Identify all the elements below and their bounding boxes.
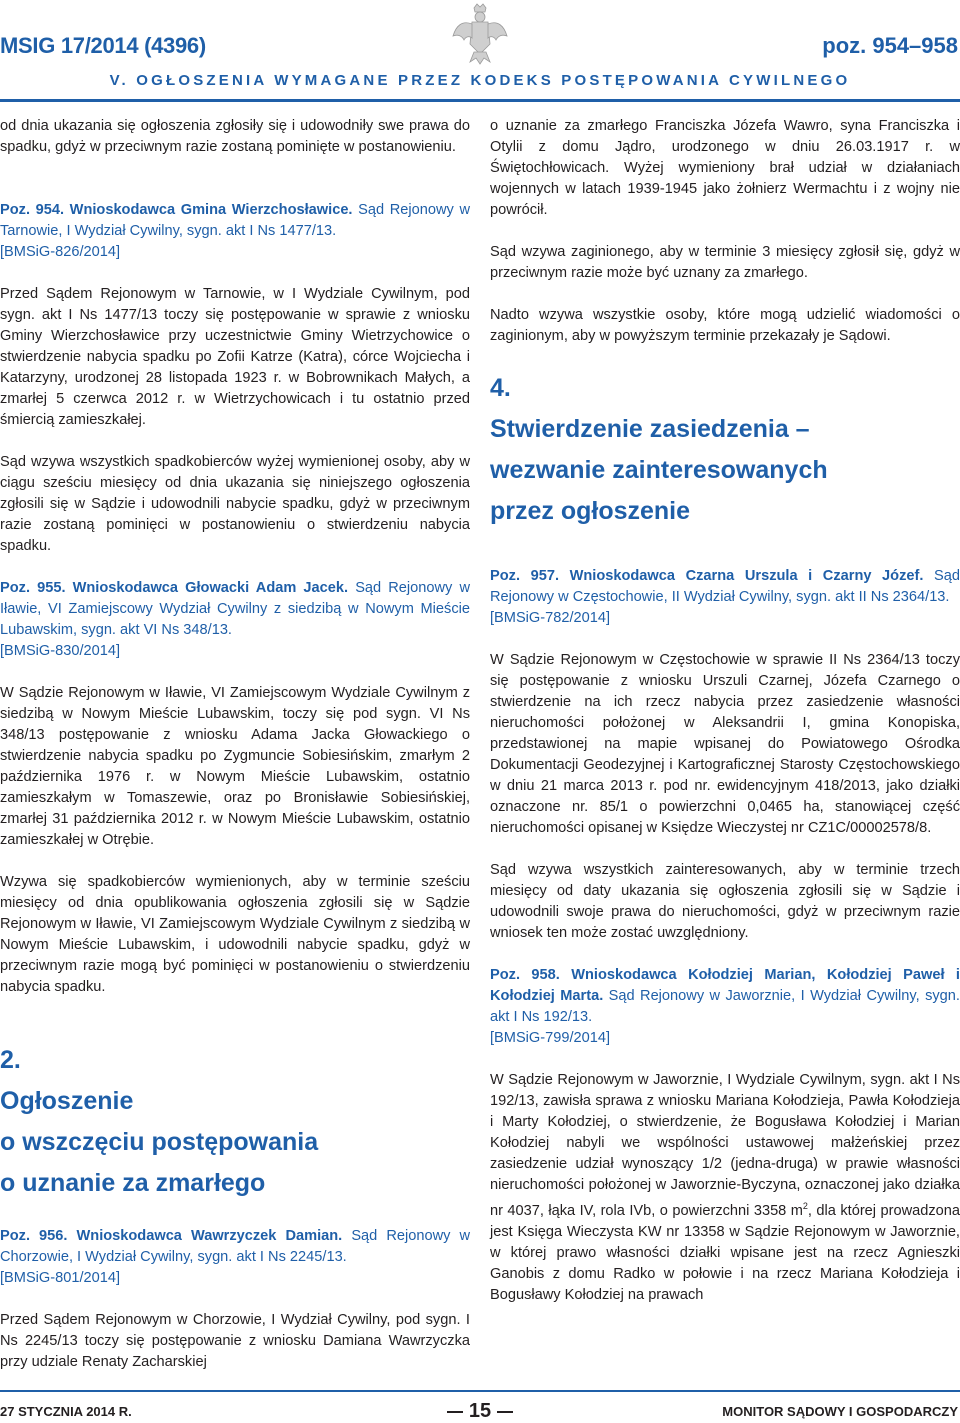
polish-eagle-icon: [450, 2, 510, 66]
position-range: poz. 954–958: [822, 33, 958, 58]
section-number: 2.: [0, 1046, 21, 1074]
section-title-line: o wszczęciu postępowania: [0, 1128, 319, 1156]
section-4-title: [490, 368, 960, 532]
notice-958: [490, 965, 960, 1028]
paragraph: [490, 1070, 960, 1306]
section-title-line: o uznanie za zmarłego: [0, 1169, 266, 1197]
paragraph-text: , dla której prowadzona jest Księga Wieczysta KW nr 13358 w Sądzie Rejonowym w Jaworznie, w której prawo własności działki wpisane jest na rzecz Agnieszki Ganobis z domu Radko w połowie i na rzecz Mariana Kołodzieja i Bogusławy Kołodziej na prawach: [490, 1202, 960, 1303]
dash-decoration: [497, 1411, 513, 1413]
court-info: Sąd Rejonowy w Częstochowie, II Wydział Cywilny, sygn. akt II Ns 2364/13.: [490, 568, 960, 605]
right-column: [490, 116, 960, 1306]
publisher-name: MONITOR SĄDOWY I GOSPODARCZY: [722, 1404, 958, 1419]
notice-954: [0, 200, 470, 242]
notice-956: [0, 1226, 470, 1268]
court-info: Sąd Rejonowy w Tarnowie, I Wydział Cywilny, sygn. akt I Ns 1477/13.: [0, 202, 470, 239]
notice-957: [490, 566, 960, 608]
footer-divider: [0, 1390, 960, 1392]
notice-heading: Poz. 954. Wnioskodawca Gmina Wierzchosławice.: [0, 202, 353, 218]
section-title-line: Stwierdzenie zasiedzenia –: [490, 415, 810, 443]
court-info: Sąd Rejonowy w Chorzowie, I Wydział Cywilny, sygn. akt I Ns 2245/13.: [0, 1228, 471, 1265]
notice-reference: [BMSiG-830/2014]: [0, 643, 121, 659]
notice-heading: Poz. 956. Wnioskodawca Wawrzyczek Damian.: [0, 1228, 343, 1244]
notice-reference: [BMSiG-782/2014]: [490, 610, 611, 626]
paragraph: od dnia ukazania się ogłoszenia zgłosiły się i udowodniły swe prawa do spadku, gdyż w przeciwnym razie zostaną pominięte w postanowieniu.: [0, 118, 470, 155]
dash-decoration: [447, 1411, 463, 1413]
section-title-line: wezwanie zainteresowanych: [490, 456, 828, 484]
section-title-line: przez ogłoszenie: [490, 497, 691, 525]
court-info: Sąd Rejonowy w Iławie, VI Zamiejscowy Wydział Cywilny z siedzibą w Nowym Mieście Lubawskim, sygn. akt VI Ns 348/13.: [0, 580, 470, 638]
notice-heading: Poz. 957. Wnioskodawca Czarna Urszula i Czarny Józef.: [490, 568, 924, 584]
publication-number: MSIG 17/2014 (4396): [0, 33, 206, 58]
court-info: Sąd Rejonowy w Jaworznie, I Wydział Cywilny, sygn. akt I Ns 192/13.: [490, 988, 960, 1025]
paragraph: Sąd wzywa wszystkich spadkobierców wyżej wymienionej osoby, aby w ciągu sześciu miesięcy od dnia ukazania się niniejszego ogłoszenia zgłosili się w Sądzie i udowodnili nabycie spadku, gdyż w przeciwnym razie zostaną pominięci w postanowieniu o stwierdzeniu nabycia spadku.: [0, 454, 470, 554]
paragraph: o uznanie za zmarłego Franciszka Józefa Wawro, syna Franciszka i Otylii z domu Jądro, urodzonego w dniu 26.03.1917 r. w Świętochłowicach. Wyżej wymieniony brał udział w działaniach wojennych w latach 1939-1945 jako żołnierz Wermachtu i z wojny nie powrócił.: [490, 118, 960, 218]
paragraph: Sąd wzywa wszystkich zainteresowanych, aby w terminie trzech miesięcy od daty ukazania się ogłoszenia zgłosili się w Sądzie i udowodnili swoje prawa do nieruchomości, gdyż w przeciwnym razie wniosek ten może zostać uwzględniony.: [490, 862, 960, 941]
paragraph: Nadto wzywa wszystkie osoby, które mogą udzielić wiadomości o zaginionym, aby w powyższym terminie przekazały je Sądowi.: [490, 307, 960, 344]
notice-reference: [BMSiG-801/2014]: [0, 1270, 121, 1286]
superscript: 2: [802, 1201, 808, 1211]
notice-reference: [BMSiG-799/2014]: [490, 1030, 611, 1046]
paragraph: Przed Sądem Rejonowym w Chorzowie, I Wydział Cywilny, pod sygn. I Ns 2245/13 toczy się postępowanie z wniosku Damiana Wawrzyczka przy udziale Renaty Zacharskiej: [0, 1312, 470, 1370]
page-number: 15: [468, 1400, 492, 1422]
notice-heading: Poz. 955. Wnioskodawca Głowacki Adam Jacek.: [0, 580, 349, 596]
page-number-block: [440, 1400, 520, 1423]
page-header: [0, 0, 960, 100]
header-divider: [0, 99, 960, 102]
paragraph: W Sądzie Rejonowym w Częstochowie w sprawie II Ns 2364/13 toczy się postępowanie z wniosku Urszuli Czarnej, Józefa Czarnego o stwierdzenie na ich rzecz nabycia przez zasiedzenie własności nieruchomości położonej w Aleksandrii I, gmina Konopiska, przedstawionej na mapie wpisanej do Powiatowego Ośrodka Dokumentacji Geodezyjnej i Kartograficznej Starosty Częstochowskiego w dniu 21 marca 2013 r. pod nr. ewidencyjnym 418/2013, jako działki oznaczone nr. 85/1 o powierzchni 0,0465 ha, stanowiącej część nieruchomości opisanej w Księdze Wieczystej nr CZ1C/00002578/8.: [490, 652, 960, 836]
notice-reference: [BMSiG-826/2014]: [0, 244, 121, 260]
issue-date: 27 STYCZNIA 2014 R.: [0, 1404, 132, 1419]
paragraph: Wzywa się spadkobierców wymienionych, aby w terminie sześciu miesięcy od dnia opublikowania ogłoszenia zgłosili się w Sądzie Rejonowym w Iławie, VI Zamiejscowym Wydziale Cywilnym z siedzibą w Nowym Mieście Lubawskim, i udowodnili nabycie spadku, gdyż w przeciwnym razie mogą być pominięci w postanowieniu o stwierdzeniu nabycia spadku.: [0, 874, 470, 995]
notice-heading: Poz. 958. Wnioskodawca Kołodziej Marian, Kołodziej Paweł i Kołodziej Marta.: [490, 967, 960, 1004]
paragraph: Sąd wzywa zaginionego, aby w terminie 3 miesięcy zgłosił się, gdyż w przeciwnym razie może być uznany za zmarłego.: [490, 244, 960, 281]
notice-955: [0, 578, 470, 641]
section-number: 4.: [490, 374, 511, 402]
paragraph-text: W Sądzie Rejonowym w Jaworznie, I Wydziale Cywilnym, sygn. akt I Ns 192/13, zawisła sprawa z wniosku Mariana Kołodzieja, Pawła Kołodzieja i Marty Kołodziej, o stwierdzenie, że Bogusława Kołodziej i Marian Kołodziej nabyli we wspólności ustawowej małżeńskiej przez zasiedzenie udział wynoszący 1/2 (jedna-druga) w prawie własności nieruchomości położonej w Jaworznie-Byczyna, oznaczonej jako działka nr 4037, łąka IV, rola IVb, o powierzchni 3358 m: [490, 1072, 960, 1219]
left-column: [0, 116, 470, 1373]
section-title-line: Ogłoszenie: [0, 1087, 134, 1115]
paragraph: Przed Sądem Rejonowym w Tarnowie, w I Wydziale Cywilnym, pod sygn. akt I Ns 1477/13 toczy się postępowanie w sprawie z wniosku Gminy Wierzchosławice przy uczestnictwie Gminy Wietrzychowice o stwierdzenie nabycia spadku po Zofii Katrze (Katra), córce Wojciecha i Katarzyny, urodzonej 28 listopada 1923 r. w Bobrownikach Małych, a zmarłej 5 czerwca 2012 r. w Wietrzychowicach i tu ostatnio przed śmiercią zamieszkałej.: [0, 286, 470, 428]
page-footer: [0, 1390, 960, 1423]
section-2-title: [0, 1040, 470, 1204]
section-heading: V. OGŁOSZENIA WYMAGANE PRZEZ KODEKS POSTĘPOWANIA CYWILNEGO: [109, 72, 851, 89]
paragraph: W Sądzie Rejonowym w Iławie, VI Zamiejscowym Wydziale Cywilnym z siedzibą w Nowym Mieście Lubawskim, toczy się pod sygn. VI Ns 348/13 postępowanie z wniosku Adama Jacka Głowackiego o stwierdzenie nabycia spadku po Zygmuncie Sobiesińskim, zmarłym 2 października 1976 r. w Nowym Mieście Lubawskim, ostatnio zamieszkałym w Tomaszewie, oraz po Bronisławie Sobiesińskiej, zmarłej 31 października 2012 r. w Nowym Mieście Lubawskim, ostatnio zamieszkałej w Otrębie.: [0, 685, 470, 848]
